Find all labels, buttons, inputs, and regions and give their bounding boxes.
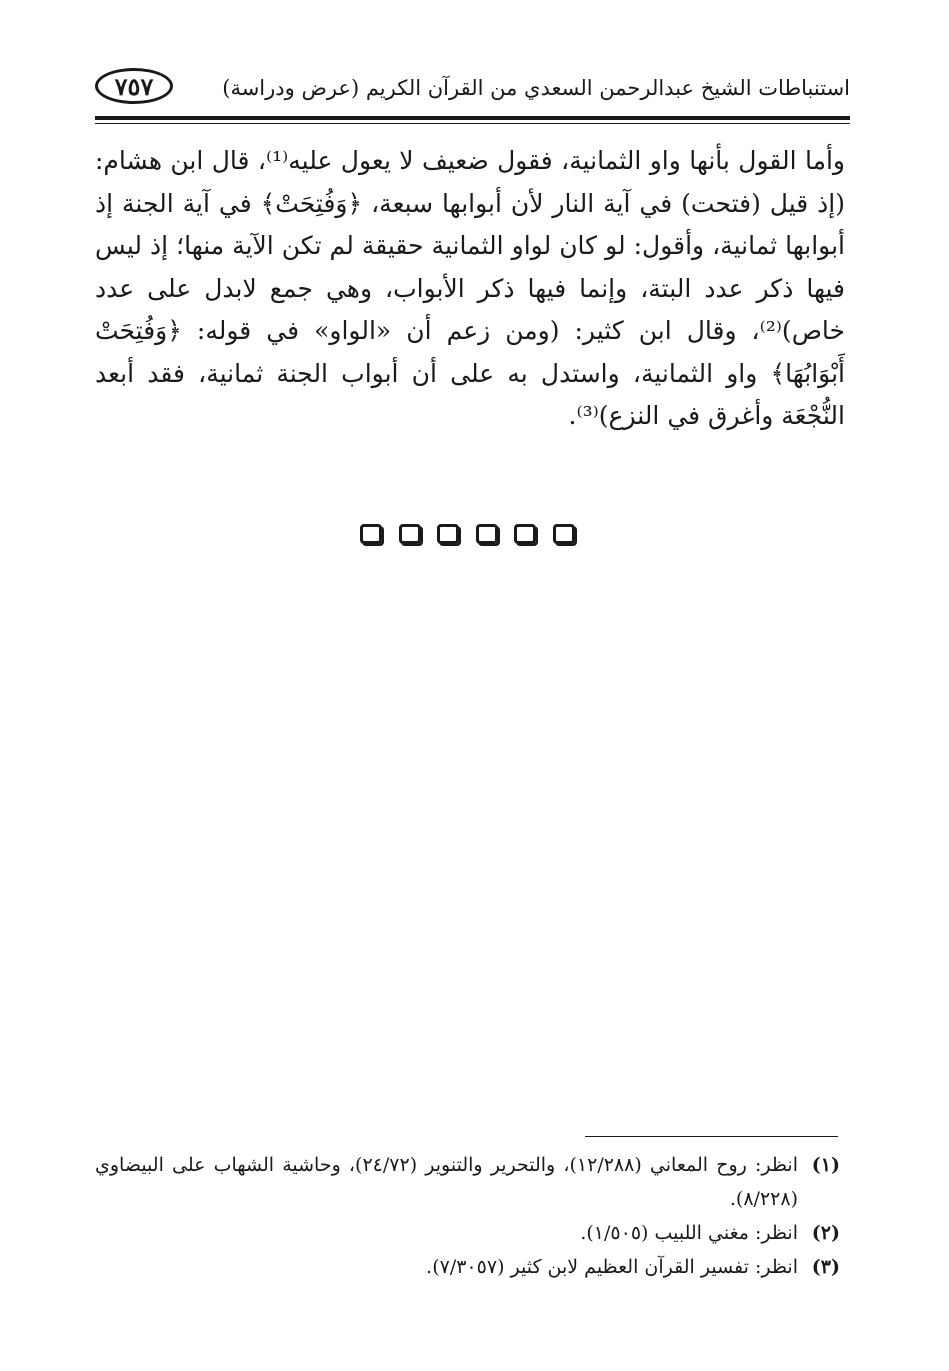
running-title: استنباطات الشيخ عبدالرحمن السعدي من القرآن الكريم (عرض ودراسة)	[222, 76, 850, 100]
ornament-square-icon	[553, 524, 575, 544]
section-end-ornaments	[360, 520, 575, 548]
footnote	[95, 1216, 840, 1250]
footnotes	[95, 1148, 840, 1284]
footnote-number: (١)	[811, 1154, 840, 1176]
footnote-text: انظر: روح المعاني (١٢/٢٨٨)، والتحرير والتنوير (٢٤/٧٢)، وحاشية الشهاب على البيضاوي (٨/٢٢٨).	[95, 1154, 798, 1210]
ornament-square-icon	[437, 524, 459, 544]
footnote-separator	[585, 1136, 838, 1137]
page-number: ٧٥٧	[95, 68, 173, 104]
footnote	[95, 1148, 840, 1216]
footnote-text: انظر: تفسير القرآن العظيم لابن كثير (٧/٣٠٥٧).	[426, 1256, 798, 1278]
ornament-square-icon	[476, 524, 498, 544]
footnote-number: (٣)	[811, 1256, 840, 1278]
ornament-square-icon	[399, 524, 421, 544]
footnote-number: (٢)	[811, 1222, 840, 1244]
ornament-square-icon	[514, 524, 536, 544]
body-paragraph: وأما القول بأنها واو الثمانية، فقول ضعيف لا يعول عليه⁽¹⁾، قال ابن هشام: (إذ قيل (فتحت) في آية النار لأن أبوابها سبعة، ﴿وَفُتِحَتْ﴾ في آية الجنة إذ أبوابها ثمانية، وأقول: لو كان لواو الثمانية حقيقة لم تكن الآية منها؛ إذ ليس فيها ذكر عدد البتة، وإنما فيها ذكر الأبواب، وهي جمع لابدل على عدد خاص)⁽²⁾، وقال ابن كثير: (ومن زعم أن «الواو» في قوله: ﴿وَفُتِحَتْ أَبْوَابُهَا﴾ واو الثمانية، واستدل به على أن أبواب الجنة ثمانية، فقد أبعد النُّجْعَة وأغرق في النزع)⁽³⁾.	[95, 146, 845, 430]
header-rule-thick	[95, 116, 850, 120]
ornament-square-icon	[360, 524, 382, 544]
footnote-text: انظر: مغني اللبيب (١/٥٠٥).	[580, 1222, 798, 1244]
header-rule-thin	[95, 123, 850, 124]
page-header	[95, 62, 850, 112]
footnote	[95, 1250, 840, 1284]
